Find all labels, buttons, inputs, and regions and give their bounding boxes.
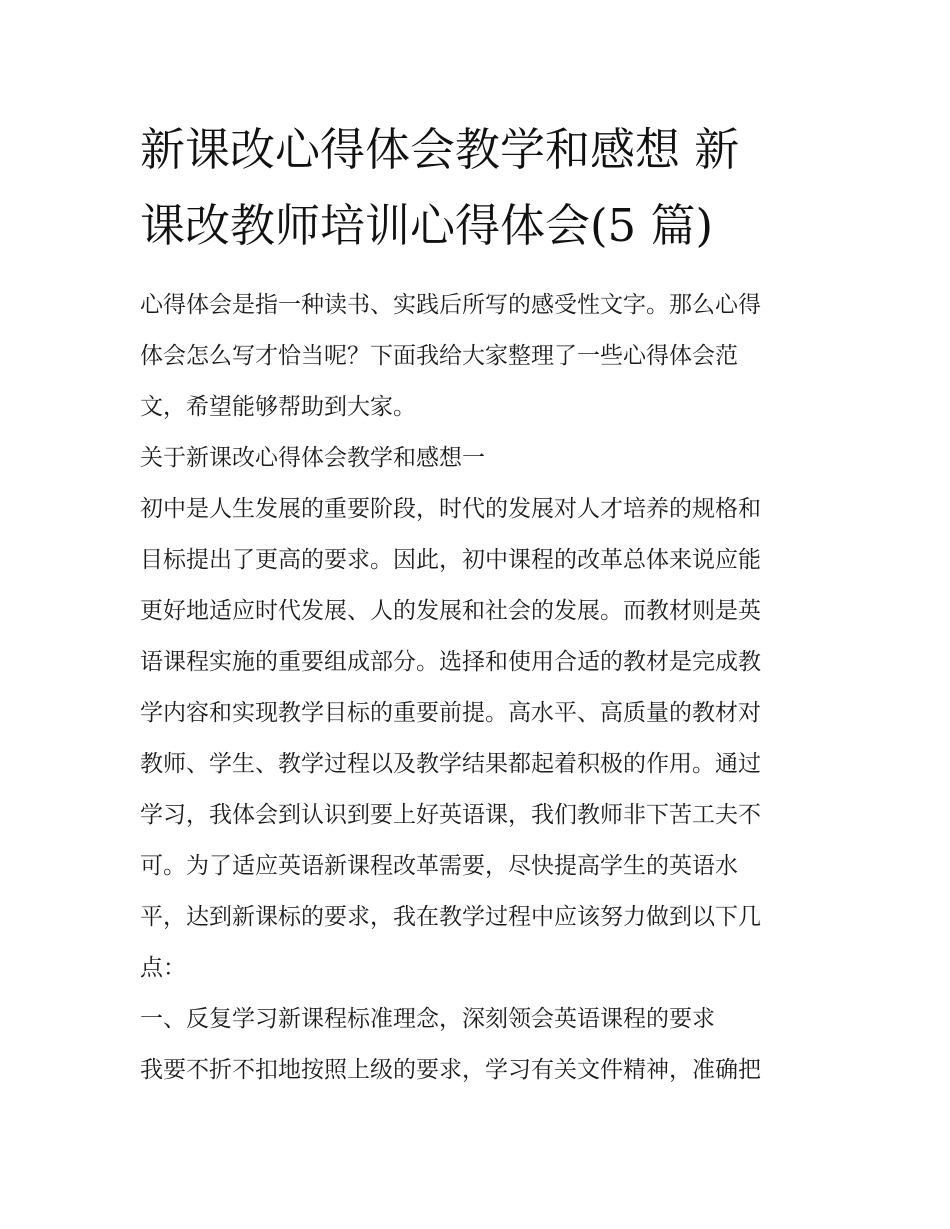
text-line: 教师、学生、教学过程以及教学结果都起着积极的作用。通过 xyxy=(140,751,761,777)
text-line: 目标提出了更高的要求。因此，初中课程的改革总体来说应能 xyxy=(140,547,761,573)
text-line: 心得体会是指一种读书、实践后所写的感受性文字。那么心得 xyxy=(140,292,761,318)
title-line-2: 课改教师培训心得体会(5 篇) xyxy=(140,199,714,252)
text-line: 我要不折不扣地按照上级的要求，学习有关文件精神，准确把 xyxy=(140,1057,761,1083)
text-line: 文，希望能够帮助到大家。 xyxy=(140,394,416,420)
text-line: 平，达到新课标的要求，我在教学过程中应该努力做到以下几 xyxy=(140,904,761,930)
text-line: 体会怎么写才恰当呢？下面我给大家整理了一些心得体会范 xyxy=(140,343,738,369)
text-line: 点： xyxy=(140,955,186,981)
subsection-heading: 一、反复学习新课程标准理念，深刻领会英语课程的要求 xyxy=(140,1006,715,1032)
text-line: 学习，我体会到认识到要上好英语课，我们教师非下苦工夫不 xyxy=(140,802,761,828)
document-body xyxy=(140,280,830,1096)
document-title xyxy=(140,112,820,264)
text-line: 学内容和实现教学目标的重要前提。高水平、高质量的教材对 xyxy=(140,700,761,726)
title-line-1: 新课改心得体会教学和感想 新 xyxy=(140,123,740,176)
text-line: 可。为了适应英语新课程改革需要，尽快提高学生的英语水 xyxy=(140,853,738,879)
text-line: 初中是人生发展的重要阶段，时代的发展对人才培养的规格和 xyxy=(140,496,761,522)
text-line: 语课程实施的重要组成部分。选择和使用合适的教材是完成教 xyxy=(140,649,761,675)
text-line: 更好地适应时代发展、人的发展和社会的发展。而教材则是英 xyxy=(140,598,761,624)
section-heading: 关于新课改心得体会教学和感想一 xyxy=(140,445,485,471)
